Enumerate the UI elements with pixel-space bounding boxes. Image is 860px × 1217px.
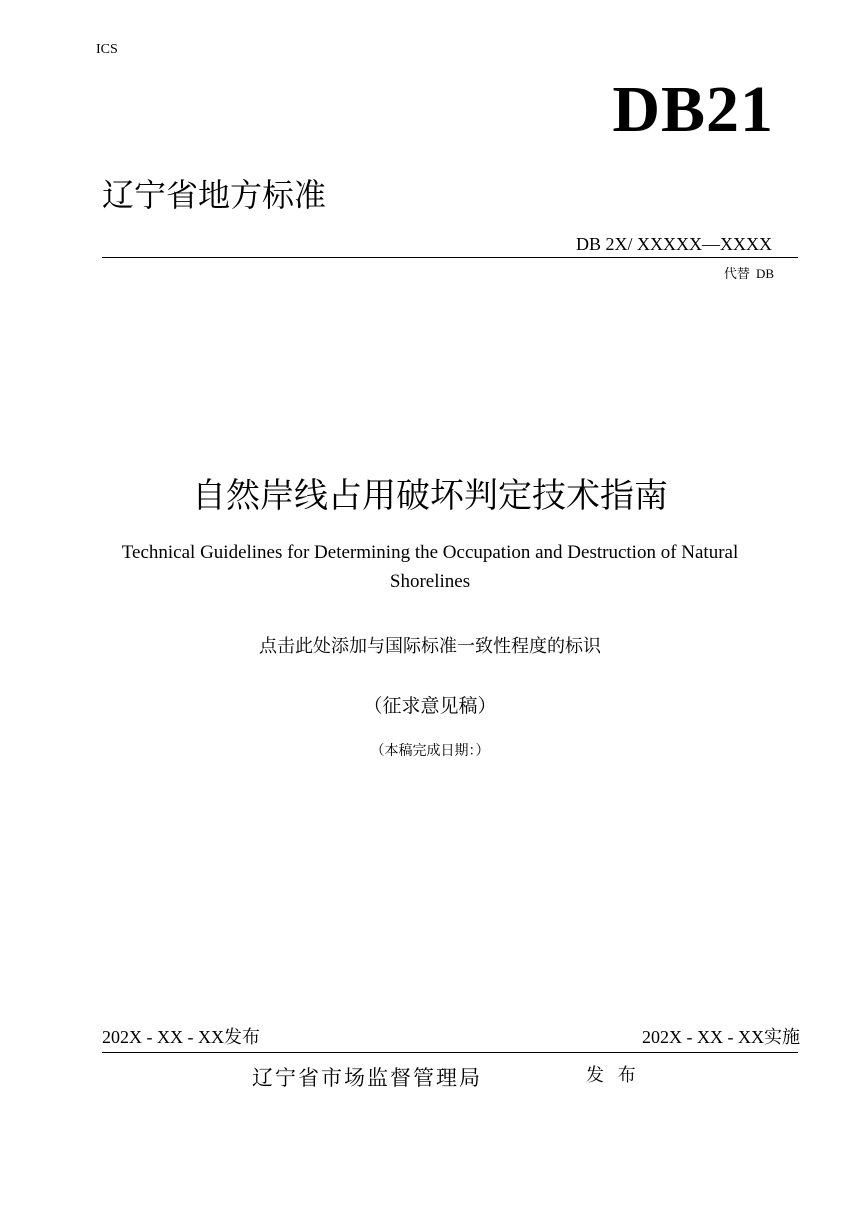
bottom-divider	[102, 1052, 798, 1053]
issue-word: 发 布	[586, 1065, 640, 1086]
english-title: Technical Guidelines for Determining the Occupation and Destruction of Natural Shorelines	[121, 542, 739, 592]
draft-completion-date: （本稿完成日期：）	[370, 743, 490, 759]
implement-date: 202X - XX - XX	[642, 1027, 764, 1047]
implement-label: 实施	[764, 1027, 800, 1048]
chinese-title: 自然岸线占用破坏判定技术指南	[192, 476, 668, 516]
issuing-authority: 辽宁省市场监督管理局	[252, 1066, 482, 1090]
province-standard-heading: 辽宁省地方标准	[102, 176, 327, 214]
replace-code: DB	[755, 266, 774, 281]
implement-date-line	[642, 1023, 800, 1049]
replace-line	[724, 263, 774, 282]
publish-label: 发布	[223, 1027, 260, 1048]
replace-label: 代替	[723, 267, 750, 282]
publish-date: 202X - XX - XX	[102, 1027, 224, 1047]
ics-label: ICS	[96, 42, 118, 57]
draft-type: （征求意见稿）	[363, 695, 497, 717]
db-code: DB21	[612, 73, 774, 146]
standard-number: DB 2X/ XXXXX—XXXX	[576, 234, 772, 254]
top-divider	[102, 257, 798, 258]
publish-date-line	[102, 1023, 260, 1049]
consistency-note[interactable]: 点击此处添加与国际标准一致性程度的标识	[259, 636, 601, 657]
